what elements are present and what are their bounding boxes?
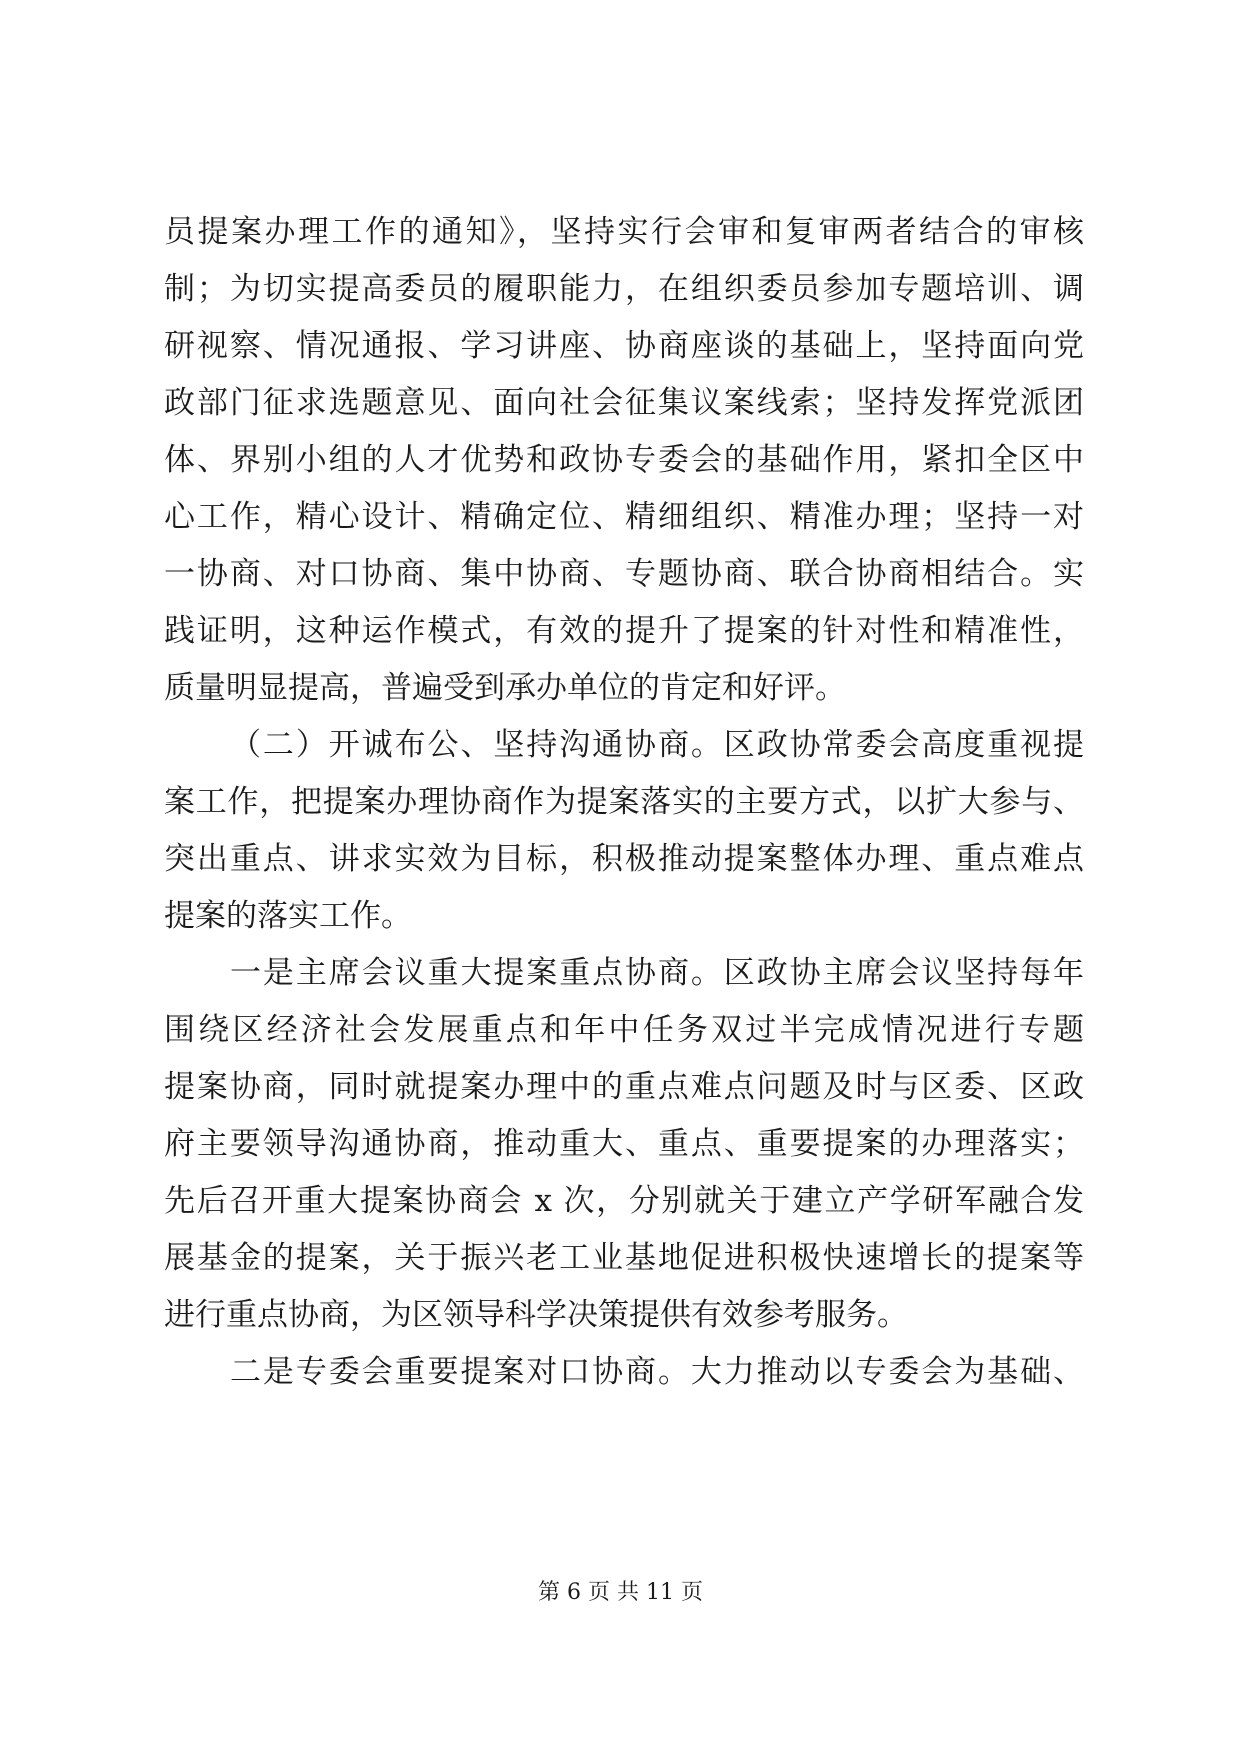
page-number-footer: 第 6 页 共 11 页: [538, 1580, 703, 1605]
text-line: 心工作，精心设计、精确定位、精细组织、精准办理；坚持一对: [164, 499, 1084, 535]
text-line: 进行重点协商，为区领导科学决策提供有效参考服务。: [164, 1297, 908, 1333]
text-line: 先后召开重大提案协商会 x 次，分别就关于建立产学研军融合发: [164, 1183, 1084, 1219]
text-line: 政部门征求选题意见、面向社会征集议案线索；坚持发挥党派团: [164, 385, 1084, 421]
paragraph-first-line: 一是主席会议重大提案重点协商。区政协主席会议坚持每年: [230, 955, 1084, 991]
text-line: 质量明显提高，普遍受到承办单位的肯定和好评。: [164, 670, 846, 706]
text-line: 提案的落实工作。: [164, 898, 412, 934]
text-line: 践证明，这种运作模式，有效的提升了提案的针对性和精准性，: [164, 613, 1084, 649]
text-line: 突出重点、讲求实效为目标，积极推动提案整体办理、重点难点: [164, 841, 1084, 877]
text-line: 制；为切实提高委员的履职能力，在组织委员参加专题培训、调: [164, 271, 1084, 307]
text-line: 员提案办理工作的通知》，坚持实行会审和复审两者结合的审核: [164, 214, 1084, 250]
text-line: 围绕区经济社会发展重点和年中任务双过半完成情况进行专题: [164, 1012, 1084, 1048]
text-line: 案工作，把提案办理协商作为提案落实的主要方式，以扩大参与、: [164, 784, 1084, 820]
text-line: 展基金的提案，关于振兴老工业基地促进积极快速增长的提案等: [164, 1240, 1084, 1276]
section-heading-line: （二）开诚布公、坚持沟通协商。区政协常委会高度重视提: [230, 727, 1084, 763]
text-line: 一协商、对口协商、集中协商、专题协商、联合协商相结合。实: [164, 556, 1084, 592]
text-line: 府主要领导沟通协商，推动重大、重点、重要提案的办理落实；: [164, 1126, 1084, 1162]
text-line: 提案协商，同时就提案办理中的重点难点问题及时与区委、区政: [164, 1069, 1084, 1105]
text-line: 研视察、情况通报、学习讲座、协商座谈的基础上，坚持面向党: [164, 328, 1084, 364]
text-line: 体、界别小组的人才优势和政协专委会的基础作用，紧扣全区中: [164, 442, 1084, 478]
paragraph-first-line: 二是专委会重要提案对口协商。大力推动以专委会为基础、: [230, 1354, 1084, 1390]
